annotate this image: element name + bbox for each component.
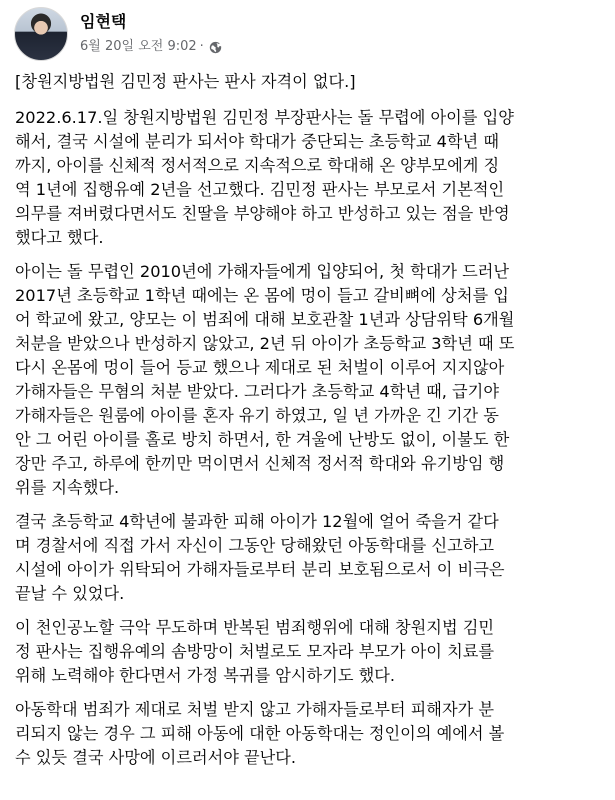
text-line: 다시 온몸에 멍이 들어 등교 했으나 제대로 된 처벌이 이루어 지지않아 [15,358,505,377]
text-line: 위해 노력해야 한다면서 가정 복귀를 암시하기도 했다. [15,666,396,685]
paragraph [15,510,605,606]
text-line: 수 있듯 결국 사망에 이르러서야 끝난다. [15,748,297,767]
text-line: 위를 지속했다. [15,478,120,497]
author-name[interactable]: 임현택 [80,12,127,31]
post-title: [창원지방법원 김민정 판사는 판사 자격이 없다.] [15,72,356,91]
text-line: 가해자들은 원룸에 아이를 혼자 유기 하였고, 일 년 가까운 긴 기간 동 [15,406,499,425]
post-body [15,70,605,780]
text-line: 이 천인공노할 극악 무도하며 반복된 범죄행위에 대해 창원지법 김민 [15,618,495,637]
text-line: 아동학대 범죄가 제대로 처벌 받지 않고 가해자들로부터 피해자가 분 [15,700,495,719]
text-line: 했다고 했다. [15,228,104,247]
text-line: 2017년 초등학교 1학년 때에는 온 몸에 멍이 들고 갈비뼈에 상처를 입 [15,286,509,305]
text-line: 시설에 아이가 위탁되어 가해자들로부터 분리 보호됨으로서 이 비극은 [15,560,505,579]
text-line: 끝날 수 있었다. [15,584,125,603]
paragraph [15,106,605,250]
post-subline [80,37,222,57]
text-line: 리되지 않는 경우 그 피해 아동에 대한 아동학대는 정인이의 예에서 볼 [15,724,505,743]
text-line: 어 학교에 왔고, 양모는 이 범죄에 대해 보호관찰 1년과 상담위탁 6개월 [15,310,515,329]
separator: · [199,39,204,54]
text-line: 가해자들은 무혐의 처분 받았다. 그러다가 초등학교 4학년 때, 급기야 [15,382,499,401]
paragraph [15,260,605,500]
text-line: 2022.6.17.일 창원지방법원 김민정 부장판사는 돌 무렵에 아이를 입양 [15,108,514,127]
text-line: 해서, 결국 시설에 분리가 되서야 학대가 중단되는 초등학교 4학년 때 [15,132,499,151]
text-line: 안 그 어린 아이를 홀로 방치 하면서, 한 겨울에 난방도 없이, 이불도 한 [15,430,510,449]
paragraph [15,616,605,688]
paragraph [15,698,605,770]
text-line: 장만 주고, 하루에 한끼만 먹이면서 신체적 정서적 학대와 유기방임 행 [15,454,505,473]
text-line: 아이는 돌 무렵인 2010년에 가해자들에게 입양되어, 첫 학대가 드러난 [15,262,510,281]
text-line: 역 1년에 집행유예 2년을 선고했다. 김민정 판사는 부모로서 기본적인 [15,180,505,199]
globe-icon[interactable] [209,41,222,54]
text-line: 며 경찰서에 직접 가서 자신이 그동안 당해왔던 아동학대를 신고하고 [15,536,495,555]
post-header [14,4,222,64]
post-timestamp[interactable]: 6월 20일 오전 9:02 [80,39,197,54]
avatar[interactable] [14,7,68,61]
text-line: 처분을 받았으나 반성하지 않았고, 2년 뒤 아이가 초등학교 3학년 때 또 [15,334,515,353]
text-line: 까지, 아이를 신체적 정서적으로 지속적으로 학대해 온 양부모에게 징 [15,156,500,175]
text-line: 결국 초등학교 4학년에 불과한 피해 아이가 12월에 얼어 죽을거 같다 [15,512,499,531]
text-line: 의무를 져버렸다면서도 친딸을 부양해야 하고 반성하고 있는 점을 반영 [15,204,510,223]
text-line: 정 판사는 집행유예의 솜방망이 처벌로도 모자라 부모가 아이 치료를 [15,642,495,661]
post-meta [80,11,222,57]
